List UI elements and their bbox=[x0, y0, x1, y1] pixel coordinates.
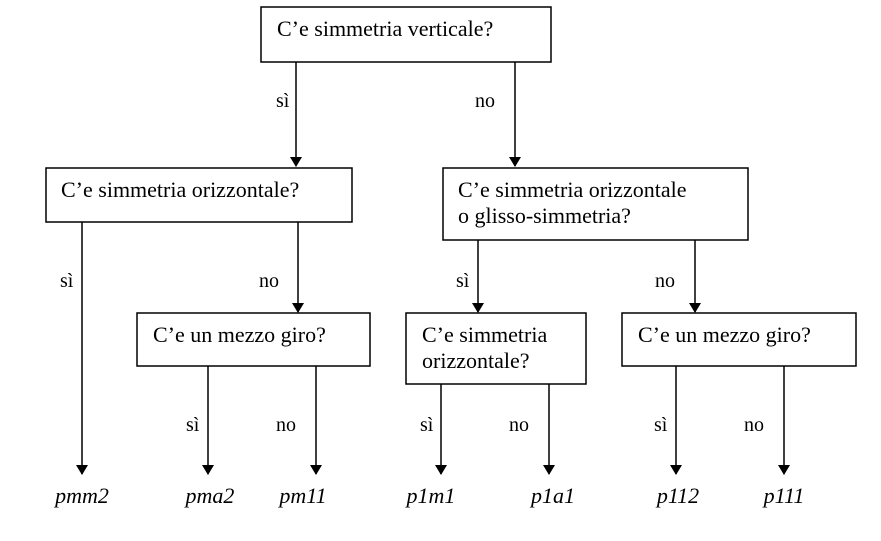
leaf-p112: p112 bbox=[656, 483, 700, 508]
node-horiz-mid-line-1: C’e simmetria bbox=[422, 322, 548, 347]
node-horiz-left-line-1: C’e simmetria orizzontale? bbox=[61, 177, 300, 202]
node-halfturn-right bbox=[622, 313, 856, 366]
edge-label-hm-no: no bbox=[509, 414, 529, 436]
node-root bbox=[261, 7, 551, 62]
node-horiz-mid-line-2: orizzontale? bbox=[422, 348, 530, 373]
leaf-pm11: pm11 bbox=[279, 483, 327, 508]
leaf-pmm2: pmm2 bbox=[55, 483, 109, 508]
edge-label-root-no: no bbox=[475, 90, 495, 112]
node-horiz-glide-line-2: o glisso-simmetria? bbox=[458, 203, 631, 228]
node-horiz-mid bbox=[406, 313, 586, 384]
node-horiz-left bbox=[46, 168, 352, 222]
leaf-p1a1: p1a1 bbox=[531, 483, 575, 508]
edge-label-htl-no: no bbox=[276, 414, 296, 436]
edge-label-hl-no: no bbox=[259, 270, 279, 292]
leaf-pma2: pma2 bbox=[185, 483, 235, 508]
edge-label-htr-no: no bbox=[744, 414, 764, 436]
leaf-p1m1: p1m1 bbox=[406, 483, 456, 508]
node-halfturn-left bbox=[137, 313, 370, 366]
leaves bbox=[53, 483, 804, 508]
edge-label-hg-yes: sì bbox=[456, 270, 470, 292]
leaf-p111: p111 bbox=[763, 483, 805, 508]
node-root-line-1: C’e simmetria verticale? bbox=[277, 16, 494, 41]
edge-label-htl-yes: sì bbox=[186, 414, 200, 436]
edge-label-hm-yes: sì bbox=[420, 414, 434, 436]
edge-label-root-yes: sì bbox=[276, 90, 290, 112]
node-horiz-glide-line-1: C’e simmetria orizzontale bbox=[458, 177, 687, 202]
node-halfturn-right-line-1: C’e un mezzo giro? bbox=[638, 322, 811, 347]
edge-label-hg-no: no bbox=[655, 270, 675, 292]
node-halfturn-left-line-1: C’e un mezzo giro? bbox=[153, 322, 326, 347]
edge-label-hl-yes: sì bbox=[60, 270, 74, 292]
edges bbox=[82, 62, 784, 474]
edge-label-htr-yes: sì bbox=[654, 414, 668, 436]
node-horiz-glide bbox=[443, 168, 748, 240]
